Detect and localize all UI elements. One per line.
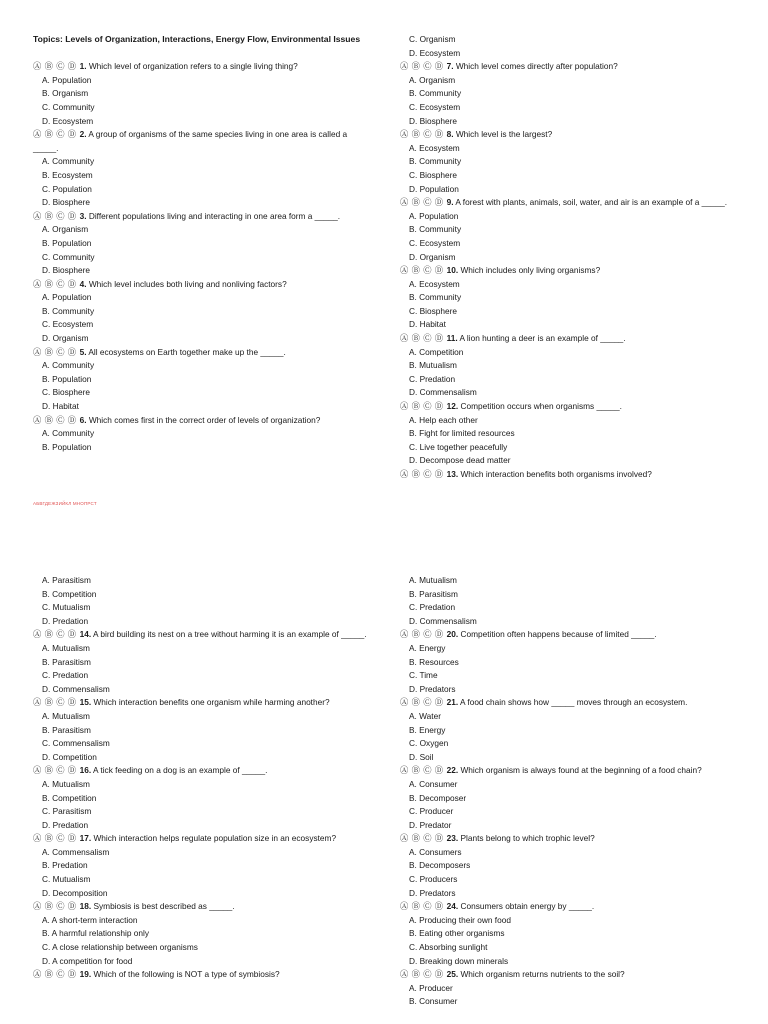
answer-option: A. Population (409, 210, 459, 221)
answer-option: C. Absorbing sunlight (409, 942, 488, 953)
question (400, 764, 740, 778)
answer-option: B. Population (42, 441, 92, 452)
answer-option: A. Consumer (409, 778, 458, 789)
answer-option: D. Organism (409, 251, 456, 262)
question-text: Which includes only living organisms? (460, 265, 601, 276)
answer-option: D. Habitat (42, 401, 79, 412)
answer-option: C. Commensalism (42, 738, 110, 749)
answer-option: B. Resources (409, 656, 459, 667)
answer-option: D. Ecosystem (409, 47, 461, 58)
answer-option: D. Biosphere (409, 115, 457, 126)
answer-option: A. Help each other (409, 414, 478, 425)
answer-option: D. Competition (42, 751, 97, 762)
answer-option: C. Producers (409, 874, 458, 885)
answer-option: A. Energy (409, 642, 446, 653)
answer-option: C. Organism (409, 34, 456, 44)
answer-option: A. Producing their own food (409, 914, 511, 925)
answer-option: A. Water (409, 710, 441, 721)
answer-option: A. Mutualism (42, 778, 90, 789)
question-number: 12. (446, 401, 459, 412)
answer-option: D. Organism (42, 333, 89, 344)
answer-option: D. Commensalism (42, 683, 110, 694)
answer-option: D. Decomposition (42, 887, 108, 898)
answer-option: A. Population (42, 292, 92, 303)
question-text: Which interaction benefits one organism while harming another? (93, 697, 330, 708)
question (33, 968, 373, 982)
question (33, 696, 373, 710)
question-number: 21. (446, 697, 459, 708)
answer-option: C. Oxygen (409, 738, 449, 749)
answer-option: B. Competition (42, 792, 97, 803)
answer-bubbles[interactable]: Ⓐ Ⓑ Ⓒ Ⓓ (33, 969, 77, 980)
answer-bubbles[interactable]: Ⓐ Ⓑ Ⓒ Ⓓ (33, 346, 77, 357)
answer-bubbles[interactable]: Ⓐ Ⓑ Ⓒ Ⓓ (400, 969, 444, 980)
answer-option: A. Community (42, 428, 95, 439)
question-number: 23. (446, 833, 459, 844)
answer-bubbles[interactable]: Ⓐ Ⓑ Ⓒ Ⓓ (33, 833, 77, 844)
answer-option: A. Community (42, 360, 95, 371)
question (400, 832, 740, 846)
question-text: Which comes first in the correct order of levels of organization? (88, 414, 321, 425)
question-text: Which level includes both living and nonliving factors? (88, 278, 287, 289)
answer-option: B. Competition (42, 588, 97, 599)
answer-bubbles[interactable]: Ⓐ Ⓑ Ⓒ Ⓓ (400, 197, 444, 208)
answer-bubbles[interactable]: Ⓐ Ⓑ Ⓒ Ⓓ (400, 333, 444, 344)
question-text: Different populations living and interacting in one area form a _____. (88, 210, 341, 221)
answer-option: A. Mutualism (409, 575, 457, 585)
answer-option: A. Organism (409, 74, 456, 85)
answer-option: D. Commensalism (409, 387, 477, 398)
question (400, 696, 740, 710)
answer-option: C. Predation (409, 373, 456, 384)
answer-bubbles[interactable]: Ⓐ Ⓑ Ⓒ Ⓓ (400, 833, 444, 844)
answer-option: D. Predation (42, 819, 89, 830)
question-text: Symbiosis is best described as _____. (93, 901, 235, 912)
question-number: 3. (79, 210, 87, 221)
worksheet-page-2 (0, 512, 768, 1024)
question-text: Which of the following is NOT a type of symbiosis? (93, 969, 280, 980)
question-text: Competition often happens because of limited _____. (460, 629, 657, 640)
answer-option: C. Community (42, 101, 95, 112)
answer-option: B. Decomposers (409, 860, 471, 871)
answer-option: C. Population (42, 183, 92, 194)
answer-bubbles[interactable]: Ⓐ Ⓑ Ⓒ Ⓓ (33, 697, 77, 708)
answer-option: A. Population (42, 74, 92, 85)
page-1-left-column (33, 33, 373, 454)
answer-bubbles[interactable]: Ⓐ Ⓑ Ⓒ Ⓓ (33, 765, 77, 776)
answer-option: A. Mutualism (42, 710, 90, 721)
question (33, 900, 373, 914)
answer-option: D. Predator (409, 819, 452, 830)
answer-option: B. Consumer (409, 996, 458, 1007)
answer-bubbles[interactable]: Ⓐ Ⓑ Ⓒ Ⓓ (33, 414, 77, 425)
worksheet-title: Topics: Levels of Organization, Interactions, Energy Flow, Environmental Issues (33, 34, 361, 44)
question-number: 6. (79, 414, 87, 425)
answer-option: B. Parasitism (409, 588, 458, 599)
question-text: A food chain shows how _____ moves through an ecosystem. (460, 697, 688, 708)
answer-option: A. Ecosystem (409, 142, 460, 153)
question (33, 278, 373, 292)
question-number: 20. (446, 629, 459, 640)
answer-option: B. Parasitism (42, 724, 91, 735)
question-text: Which level of organization refers to a single living thing? (88, 61, 298, 72)
question-number: 17. (79, 833, 92, 844)
answer-option: C. Parasitism (42, 806, 92, 817)
answer-option: C. Community (42, 251, 95, 262)
answer-bubbles[interactable]: Ⓐ Ⓑ Ⓒ Ⓓ (400, 765, 444, 776)
answer-option: D. Breaking down minerals (409, 955, 509, 966)
question (33, 414, 373, 428)
footer-watermark: АБВГДЕЖЗИЙКЛ МНОПРСТ (33, 501, 97, 506)
question (33, 832, 373, 846)
question-text: Which organism returns nutrients to the soil? (460, 969, 625, 980)
answer-bubbles[interactable]: Ⓐ Ⓑ Ⓒ Ⓓ (400, 901, 444, 912)
question-number: 22. (446, 765, 459, 776)
answer-option: D. Soil (409, 751, 434, 762)
answer-option: D. Population (409, 183, 459, 194)
answer-option: B. Energy (409, 724, 446, 735)
answer-option: D. Biosphere (42, 265, 90, 276)
answer-option: D. Biosphere (42, 197, 90, 208)
answer-option: A. Community (42, 156, 95, 167)
answer-bubbles[interactable]: Ⓐ Ⓑ Ⓒ Ⓓ (33, 61, 77, 72)
answer-option: C. Ecosystem (409, 101, 461, 112)
question-text: A tick feeding on a dog is an example of _____. (93, 765, 268, 776)
answer-option: D. Decompose dead matter (409, 455, 511, 466)
answer-bubbles[interactable]: Ⓐ Ⓑ Ⓒ Ⓓ (400, 129, 444, 140)
answer-option: B. Community (409, 88, 462, 99)
question-number: 15. (79, 697, 92, 708)
answer-option: B. Parasitism (42, 656, 91, 667)
question-number: 7. (446, 61, 454, 72)
answer-option: B. Community (409, 224, 462, 235)
page-2-right-column (400, 574, 740, 1009)
answer-option: C. Biosphere (409, 305, 457, 316)
question-number: 13. (446, 469, 459, 479)
answer-option: A. A short-term interaction (42, 914, 138, 925)
answer-option: C. Biosphere (409, 169, 457, 180)
question (400, 196, 740, 210)
question-number: 19. (79, 969, 92, 980)
answer-option: C. Predation (409, 602, 456, 613)
answer-option: D. Predators (409, 887, 456, 898)
answer-bubbles[interactable]: Ⓐ Ⓑ Ⓒ Ⓓ (400, 401, 444, 412)
question-number: 25. (446, 969, 459, 980)
question-text: A group of organisms of the same species living in one area is called a _____. (33, 129, 348, 153)
question-text: A bird building its nest on a tree without harming it is an example of _____. (93, 629, 367, 640)
question-number: 14. (79, 629, 92, 640)
question (400, 400, 740, 414)
answer-option: C. Time (409, 670, 438, 681)
answer-option: D. A competition for food (42, 955, 133, 966)
answer-option: A. Consumers (409, 846, 462, 857)
question-number: 11. (446, 333, 458, 344)
answer-bubbles[interactable]: Ⓐ Ⓑ Ⓒ Ⓓ (33, 278, 77, 289)
question-number: 5. (79, 346, 87, 357)
answer-option: B. Decomposer (409, 792, 467, 803)
answer-option: B. Organism (42, 88, 89, 99)
question-text: Which interaction helps regulate population size in an ecosystem? (93, 833, 337, 844)
question (400, 628, 740, 642)
answer-option: B. Eating other organisms (409, 928, 505, 939)
question-text: A forest with plants, animals, soil, water, and air is an example of a _____. (455, 197, 728, 208)
question (400, 128, 740, 142)
question-text: Which level comes directly after population? (455, 61, 618, 72)
answer-bubbles[interactable]: Ⓐ Ⓑ Ⓒ Ⓓ (33, 129, 77, 140)
answer-option: C. Mutualism (42, 874, 91, 885)
answer-option: B. A harmful relationship only (42, 928, 149, 939)
question-text: All ecosystems on Earth together make up the _____. (88, 346, 286, 357)
question (400, 264, 740, 278)
answer-option: A. Organism (42, 224, 89, 235)
answer-option: B. Community (409, 156, 462, 167)
answer-bubbles[interactable]: Ⓐ Ⓑ Ⓒ Ⓓ (33, 210, 77, 221)
question-text: Which level is the largest? (455, 129, 553, 140)
question (400, 900, 740, 914)
answer-option: B. Mutualism (409, 360, 457, 371)
answer-option: A. Producer (409, 982, 453, 993)
answer-bubbles[interactable]: Ⓐ Ⓑ Ⓒ Ⓓ (33, 629, 77, 640)
question-number: 10. (446, 265, 459, 276)
answer-bubbles[interactable]: Ⓐ Ⓑ Ⓒ Ⓓ (400, 697, 444, 708)
question-number: 8. (446, 129, 454, 140)
question-number: 24. (446, 901, 459, 912)
answer-option: B. Population (42, 373, 92, 384)
answer-option: D. Ecosystem (42, 115, 94, 126)
question-number: 2. (79, 129, 87, 140)
answer-option: B. Community (42, 305, 95, 316)
question-number: 18. (79, 901, 92, 912)
question-number: 4. (79, 278, 87, 289)
answer-bubbles[interactable]: Ⓐ Ⓑ Ⓒ Ⓓ (400, 61, 444, 72)
answer-bubbles[interactable]: Ⓐ Ⓑ Ⓒ Ⓓ (400, 469, 444, 479)
answer-option: A. Competition (409, 346, 464, 357)
question (400, 60, 740, 74)
answer-option: D. Predation (42, 615, 89, 626)
answer-option: B. Predation (42, 860, 88, 871)
answer-bubbles[interactable]: Ⓐ Ⓑ Ⓒ Ⓓ (400, 265, 444, 276)
answer-option: A. Commensalism (42, 846, 110, 857)
answer-bubbles[interactable]: Ⓐ Ⓑ Ⓒ Ⓓ (400, 629, 444, 640)
question-text: Plants belong to which trophic level? (460, 833, 595, 844)
answer-bubbles[interactable]: Ⓐ Ⓑ Ⓒ Ⓓ (33, 901, 77, 912)
question (400, 332, 740, 346)
question-text: Which interaction benefits both organisms involved? (460, 469, 652, 479)
question (33, 628, 373, 642)
answer-option: C. Live together peacefully (409, 441, 508, 452)
question-text: A lion hunting a deer is an example of _____. (459, 333, 626, 344)
answer-option: C. A close relationship between organisms (42, 942, 198, 953)
answer-option: B. Population (42, 237, 92, 248)
answer-option: A. Parasitism (42, 575, 91, 585)
answer-option: C. Ecosystem (409, 237, 461, 248)
question-text: Which organism is always found at the beginning of a food chain? (460, 765, 702, 776)
answer-option: D. Commensalism (409, 615, 477, 626)
answer-option: C. Predation (42, 670, 89, 681)
question-number: 16. (79, 765, 92, 776)
answer-option: C. Mutualism (42, 602, 91, 613)
question-text: Competition occurs when organisms _____. (460, 401, 622, 412)
page-1-right-column (400, 33, 740, 482)
answer-option: B. Ecosystem (42, 169, 93, 180)
question (33, 60, 373, 74)
question (33, 764, 373, 778)
answer-option: D. Habitat (409, 319, 446, 330)
question (33, 128, 373, 155)
answer-option: B. Fight for limited resources (409, 428, 515, 439)
question-text: Consumers obtain energy by _____. (460, 901, 595, 912)
answer-option: C. Producer (409, 806, 454, 817)
question (33, 346, 373, 360)
answer-option: C. Biosphere (42, 387, 90, 398)
question (33, 210, 373, 224)
answer-option: A. Mutualism (42, 642, 90, 653)
answer-option: D. Predators (409, 683, 456, 694)
answer-option: C. Ecosystem (42, 319, 94, 330)
page-2-left-column (33, 574, 373, 982)
question (400, 968, 740, 982)
question (400, 468, 740, 482)
answer-option: A. Ecosystem (409, 278, 460, 289)
answer-option: B. Community (409, 292, 462, 303)
question-number: 1. (79, 61, 87, 72)
question-number: 9. (446, 197, 454, 208)
